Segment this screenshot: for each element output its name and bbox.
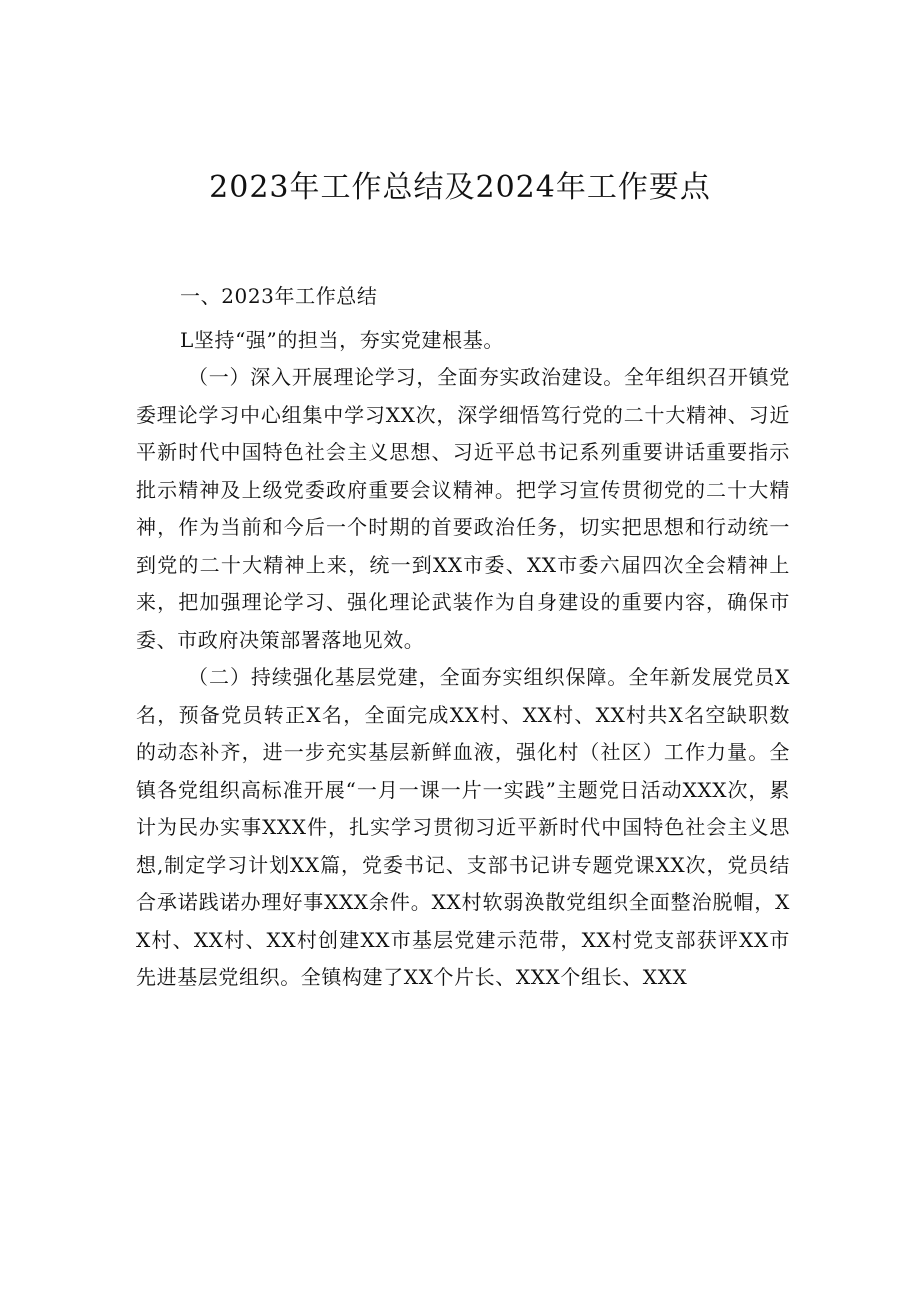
paragraph-2: （二）持续强化基层党建，全面夯实组织保障。全年新发展党员X名，预备党员转正X名，全面完成XX村、XX村、XX村共X名空缺职数的动态补齐，进一步充实基层新鲜血液，强化村（社区）工作力量。全镇各党组织高标准开展“一月一课一片一实践”主题党日活动XXX次，累计为民办实事XXX件，扎实学习贯彻习近平新时代中国特色社会主义思想,制定学习计划XX篇，党委书记、支部书记讲专题党课XX次，党员结合承诺践诺办理好事XXX余件。XX村软弱涣散党组织全面整治脱帽，XX村、XX村、XX村创建XX市基层党建示范带，XX村党支部获评XX市先进基层党组织。全镇构建了XX个片长、XXX个组长、XXX: [136, 665, 790, 989]
document-body: [136, 278, 790, 997]
section-heading: 一、2023年工作总结: [180, 284, 378, 308]
document-title: 2023年工作总结及2024年工作要点: [209, 170, 711, 205]
sub-heading: L坚持“强”的担当，夯实党建根基。: [180, 327, 504, 352]
paragraph-1: （一）深入开展理论学习，全面夯实政治建设。全年组织召开镇党委理论学习中心组集中学习XX次，深学细悟笃行党的二十大精神、习近平新时代中国特色社会主义思想、习近平总书记系列重要讲话重要指示批示精神及上级党委政府重要会议精神。把学习宣传贯彻党的二十大精神，作为当前和今后一个时期的首要政治任务，切实把思想和行动统一到党的二十大精神上来，统一到XX市委、XX市委六届四次全会精神上来，把加强理论学习、强化理论武装作为自身建设的重要内容，确保市委、市政府决策部署落地见效。: [136, 365, 790, 652]
